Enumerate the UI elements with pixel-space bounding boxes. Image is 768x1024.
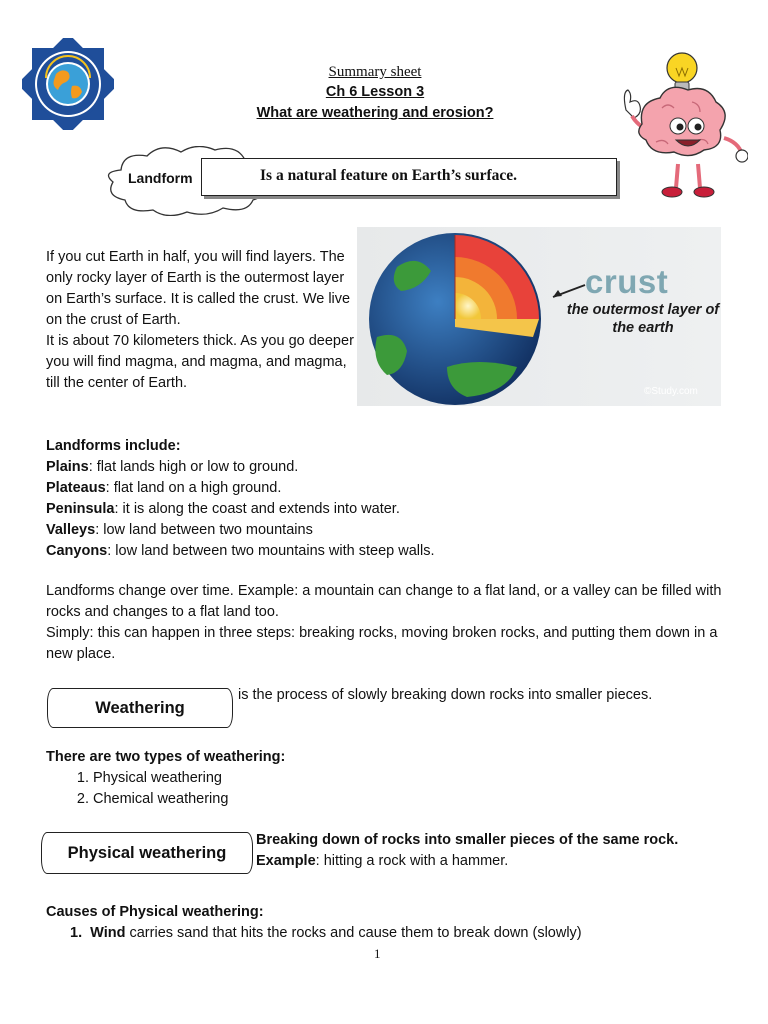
landform-label: Landform (128, 170, 193, 186)
landform-item: Peninsula: it is along the coast and extends into water. (46, 501, 400, 517)
landform-definition: Is a natural feature on Earth’s surface. (260, 167, 518, 184)
weathering-label: Weathering (95, 699, 185, 717)
weathering-definition: is the process of slowly breaking down rocks into smaller pieces. (238, 687, 653, 703)
landforms-heading: Landforms include: (46, 438, 181, 454)
landform-item: Plateaus: flat land on a high ground. (46, 480, 282, 496)
page-number: 1 (374, 946, 381, 961)
chapter-lesson: Ch 6 Lesson 3 (325, 84, 425, 100)
intro-paragraph-1: If you cut Earth in half, you will find layers. The only rocky layer of Earth is the outermost layer on Earth’s surface. It is called the crust. We live on the crust of Earth. (46, 249, 351, 328)
change-paragraph-2: Simply: this can happen in three steps: breaking rocks, moving broken rocks, and putting them down in a new place. (46, 625, 718, 662)
physical-definition: Breaking down of rocks into smaller pieces of the same rock. (256, 832, 679, 848)
landform-item: Plains: flat lands high or low to ground. (46, 459, 299, 475)
weathering-types-list (46, 768, 726, 810)
list-item: 2. Chemical weathering (93, 789, 726, 810)
physical-example: Example: hitting a rock with a hammer. (256, 853, 509, 869)
earth-crust-image (357, 227, 721, 406)
lightbulb-icon (667, 53, 697, 91)
causes-heading: Causes of Physical weathering: (46, 904, 264, 920)
intro-text (46, 247, 356, 394)
intro-paragraph-2: It is about 70 kilometers thick. As you go deeper you will find magma, and magma, and magma, till the center of Earth. (46, 333, 354, 391)
sheet-title: Summary sheet (328, 64, 422, 80)
image-credit: ©Study.com (644, 386, 698, 397)
weathering-types-heading: There are two types of weathering: (46, 749, 286, 765)
change-paragraph-1: Landforms change over time. Example: a mountain can change to a flat land, or a valley can be filled with rocks and changes to a flat land too. (46, 583, 722, 620)
brain-mascot-illustration (612, 46, 748, 202)
causes-section (46, 902, 736, 944)
landform-definition-box (201, 158, 617, 196)
list-item: 1. Physical weathering (93, 768, 726, 789)
landforms-section (46, 436, 726, 562)
landform-item: Canyons: low land between two mountains with steep walls. (46, 543, 435, 559)
cause-item: 1. Wind carries sand that hits the rocks and cause them to break down (slowly) (70, 925, 582, 941)
physical-weathering-label: Physical weathering (67, 844, 227, 862)
crust-caption: the outermost layer of the earth (566, 302, 720, 336)
weathering-types-section (46, 747, 726, 810)
landform-item: Valleys: low land between two mountains (46, 522, 313, 538)
school-logo (22, 38, 114, 130)
landform-change-text (46, 581, 726, 665)
weathering-label-box (47, 688, 233, 728)
physical-weathering-text (256, 830, 736, 872)
crust-word: crust (585, 263, 669, 300)
physical-weathering-label-box (41, 832, 253, 874)
lesson-question: What are weathering and erosion? (256, 105, 494, 121)
